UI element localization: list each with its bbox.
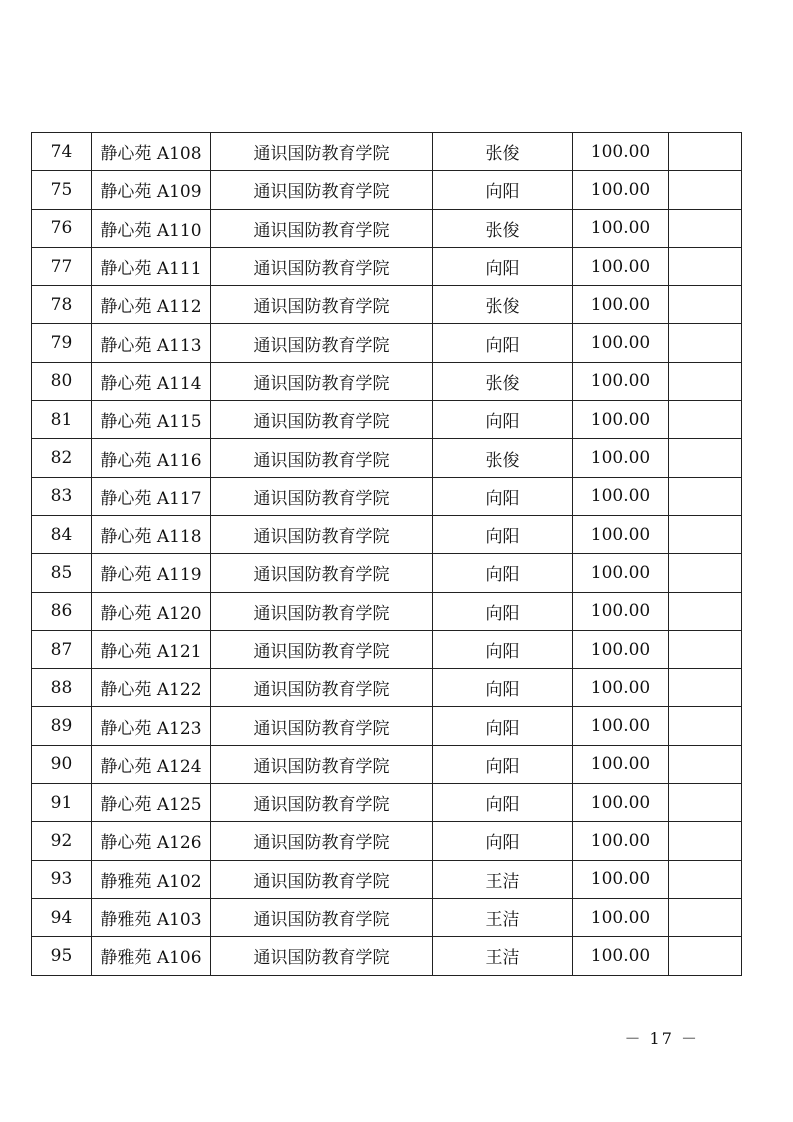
amount-cell: 100.00 bbox=[573, 171, 669, 209]
college-cell: 通识国防教育学院 bbox=[211, 745, 433, 783]
amount-cell: 100.00 bbox=[573, 669, 669, 707]
college-cell: 通识国防教育学院 bbox=[211, 439, 433, 477]
row-number-cell: 77 bbox=[32, 247, 92, 285]
room-cell: 静心苑 A109 bbox=[92, 171, 211, 209]
amount-cell: 100.00 bbox=[573, 745, 669, 783]
row-number-cell: 76 bbox=[32, 209, 92, 247]
room-cell: 静雅苑 A103 bbox=[92, 898, 211, 936]
person-cell: 张俊 bbox=[433, 209, 573, 247]
room-cell: 静心苑 A111 bbox=[92, 247, 211, 285]
note-cell bbox=[669, 439, 742, 477]
person-cell: 向阳 bbox=[433, 324, 573, 362]
college-cell: 通识国防教育学院 bbox=[211, 707, 433, 745]
note-cell bbox=[669, 362, 742, 400]
table-row bbox=[32, 630, 742, 668]
amount-cell: 100.00 bbox=[573, 860, 669, 898]
note-cell bbox=[669, 822, 742, 860]
table-row bbox=[32, 554, 742, 592]
amount-cell: 100.00 bbox=[573, 401, 669, 439]
table-row bbox=[32, 515, 742, 553]
person-cell: 张俊 bbox=[433, 439, 573, 477]
college-cell: 通识国防教育学院 bbox=[211, 860, 433, 898]
table-row bbox=[32, 669, 742, 707]
college-cell: 通识国防教育学院 bbox=[211, 784, 433, 822]
note-cell bbox=[669, 515, 742, 553]
college-cell: 通识国防教育学院 bbox=[211, 898, 433, 936]
table-row bbox=[32, 860, 742, 898]
room-cell: 静心苑 A108 bbox=[92, 133, 211, 171]
room-cell: 静心苑 A113 bbox=[92, 324, 211, 362]
amount-cell: 100.00 bbox=[573, 630, 669, 668]
row-number-cell: 95 bbox=[32, 937, 92, 975]
note-cell bbox=[669, 324, 742, 362]
note-cell bbox=[669, 669, 742, 707]
amount-cell: 100.00 bbox=[573, 362, 669, 400]
person-cell: 向阳 bbox=[433, 247, 573, 285]
person-cell: 向阳 bbox=[433, 171, 573, 209]
amount-cell: 100.00 bbox=[573, 592, 669, 630]
row-number-cell: 74 bbox=[32, 133, 92, 171]
row-number-cell: 75 bbox=[32, 171, 92, 209]
room-cell: 静心苑 A120 bbox=[92, 592, 211, 630]
row-number-cell: 82 bbox=[32, 439, 92, 477]
table-row bbox=[32, 937, 742, 975]
college-cell: 通识国防教育学院 bbox=[211, 477, 433, 515]
person-cell: 向阳 bbox=[433, 707, 573, 745]
table-row bbox=[32, 745, 742, 783]
table-row bbox=[32, 209, 742, 247]
row-number-cell: 93 bbox=[32, 860, 92, 898]
records-table bbox=[31, 132, 742, 976]
amount-cell: 100.00 bbox=[573, 247, 669, 285]
amount-cell: 100.00 bbox=[573, 515, 669, 553]
note-cell bbox=[669, 286, 742, 324]
table-row bbox=[32, 171, 742, 209]
records-table-body bbox=[32, 133, 742, 976]
person-cell: 王洁 bbox=[433, 898, 573, 936]
college-cell: 通识国防教育学院 bbox=[211, 937, 433, 975]
row-number-cell: 87 bbox=[32, 630, 92, 668]
row-number-cell: 89 bbox=[32, 707, 92, 745]
person-cell: 向阳 bbox=[433, 669, 573, 707]
note-cell bbox=[669, 592, 742, 630]
note-cell bbox=[669, 171, 742, 209]
amount-cell: 100.00 bbox=[573, 324, 669, 362]
amount-cell: 100.00 bbox=[573, 707, 669, 745]
person-cell: 张俊 bbox=[433, 362, 573, 400]
college-cell: 通识国防教育学院 bbox=[211, 362, 433, 400]
note-cell bbox=[669, 209, 742, 247]
table-row bbox=[32, 133, 742, 171]
college-cell: 通识国防教育学院 bbox=[211, 133, 433, 171]
amount-cell: 100.00 bbox=[573, 133, 669, 171]
room-cell: 静心苑 A118 bbox=[92, 515, 211, 553]
person-cell: 张俊 bbox=[433, 133, 573, 171]
room-cell: 静心苑 A121 bbox=[92, 630, 211, 668]
room-cell: 静心苑 A110 bbox=[92, 209, 211, 247]
college-cell: 通识国防教育学院 bbox=[211, 822, 433, 860]
note-cell bbox=[669, 477, 742, 515]
note-cell bbox=[669, 898, 742, 936]
row-number-cell: 81 bbox=[32, 401, 92, 439]
note-cell bbox=[669, 745, 742, 783]
college-cell: 通识国防教育学院 bbox=[211, 171, 433, 209]
row-number-cell: 92 bbox=[32, 822, 92, 860]
person-cell: 张俊 bbox=[433, 286, 573, 324]
note-cell bbox=[669, 247, 742, 285]
person-cell: 向阳 bbox=[433, 401, 573, 439]
college-cell: 通识国防教育学院 bbox=[211, 401, 433, 439]
room-cell: 静心苑 A123 bbox=[92, 707, 211, 745]
college-cell: 通识国防教育学院 bbox=[211, 209, 433, 247]
college-cell: 通识国防教育学院 bbox=[211, 554, 433, 592]
college-cell: 通识国防教育学院 bbox=[211, 669, 433, 707]
note-cell bbox=[669, 401, 742, 439]
table-row bbox=[32, 247, 742, 285]
room-cell: 静雅苑 A102 bbox=[92, 860, 211, 898]
table-row bbox=[32, 286, 742, 324]
table-row bbox=[32, 439, 742, 477]
amount-cell: 100.00 bbox=[573, 784, 669, 822]
note-cell bbox=[669, 630, 742, 668]
room-cell: 静心苑 A124 bbox=[92, 745, 211, 783]
row-number-cell: 85 bbox=[32, 554, 92, 592]
row-number-cell: 84 bbox=[32, 515, 92, 553]
amount-cell: 100.00 bbox=[573, 439, 669, 477]
person-cell: 向阳 bbox=[433, 784, 573, 822]
person-cell: 向阳 bbox=[433, 630, 573, 668]
row-number-cell: 86 bbox=[32, 592, 92, 630]
amount-cell: 100.00 bbox=[573, 898, 669, 936]
note-cell bbox=[669, 554, 742, 592]
note-cell bbox=[669, 937, 742, 975]
amount-cell: 100.00 bbox=[573, 822, 669, 860]
note-cell bbox=[669, 133, 742, 171]
note-cell bbox=[669, 784, 742, 822]
table-row bbox=[32, 592, 742, 630]
note-cell bbox=[669, 860, 742, 898]
row-number-cell: 94 bbox=[32, 898, 92, 936]
person-cell: 向阳 bbox=[433, 477, 573, 515]
row-number-cell: 78 bbox=[32, 286, 92, 324]
person-cell: 向阳 bbox=[433, 554, 573, 592]
college-cell: 通识国防教育学院 bbox=[211, 515, 433, 553]
table-row bbox=[32, 822, 742, 860]
college-cell: 通识国防教育学院 bbox=[211, 630, 433, 668]
table-row bbox=[32, 784, 742, 822]
person-cell: 向阳 bbox=[433, 745, 573, 783]
college-cell: 通识国防教育学院 bbox=[211, 324, 433, 362]
room-cell: 静心苑 A115 bbox=[92, 401, 211, 439]
note-cell bbox=[669, 707, 742, 745]
person-cell: 向阳 bbox=[433, 592, 573, 630]
table-row bbox=[32, 324, 742, 362]
room-cell: 静心苑 A119 bbox=[92, 554, 211, 592]
table-row bbox=[32, 898, 742, 936]
college-cell: 通识国防教育学院 bbox=[211, 286, 433, 324]
amount-cell: 100.00 bbox=[573, 477, 669, 515]
page-number: － 17 － bbox=[624, 1029, 699, 1048]
person-cell: 王洁 bbox=[433, 860, 573, 898]
room-cell: 静雅苑 A106 bbox=[92, 937, 211, 975]
row-number-cell: 79 bbox=[32, 324, 92, 362]
table-row bbox=[32, 707, 742, 745]
room-cell: 静心苑 A114 bbox=[92, 362, 211, 400]
table-row bbox=[32, 362, 742, 400]
table-row bbox=[32, 477, 742, 515]
row-number-cell: 80 bbox=[32, 362, 92, 400]
row-number-cell: 83 bbox=[32, 477, 92, 515]
person-cell: 王洁 bbox=[433, 937, 573, 975]
room-cell: 静心苑 A116 bbox=[92, 439, 211, 477]
room-cell: 静心苑 A117 bbox=[92, 477, 211, 515]
room-cell: 静心苑 A125 bbox=[92, 784, 211, 822]
row-number-cell: 88 bbox=[32, 669, 92, 707]
amount-cell: 100.00 bbox=[573, 286, 669, 324]
room-cell: 静心苑 A122 bbox=[92, 669, 211, 707]
college-cell: 通识国防教育学院 bbox=[211, 247, 433, 285]
row-number-cell: 91 bbox=[32, 784, 92, 822]
row-number-cell: 90 bbox=[32, 745, 92, 783]
table-row bbox=[32, 401, 742, 439]
room-cell: 静心苑 A112 bbox=[92, 286, 211, 324]
amount-cell: 100.00 bbox=[573, 937, 669, 975]
room-cell: 静心苑 A126 bbox=[92, 822, 211, 860]
college-cell: 通识国防教育学院 bbox=[211, 592, 433, 630]
person-cell: 向阳 bbox=[433, 515, 573, 553]
person-cell: 向阳 bbox=[433, 822, 573, 860]
amount-cell: 100.00 bbox=[573, 209, 669, 247]
amount-cell: 100.00 bbox=[573, 554, 669, 592]
